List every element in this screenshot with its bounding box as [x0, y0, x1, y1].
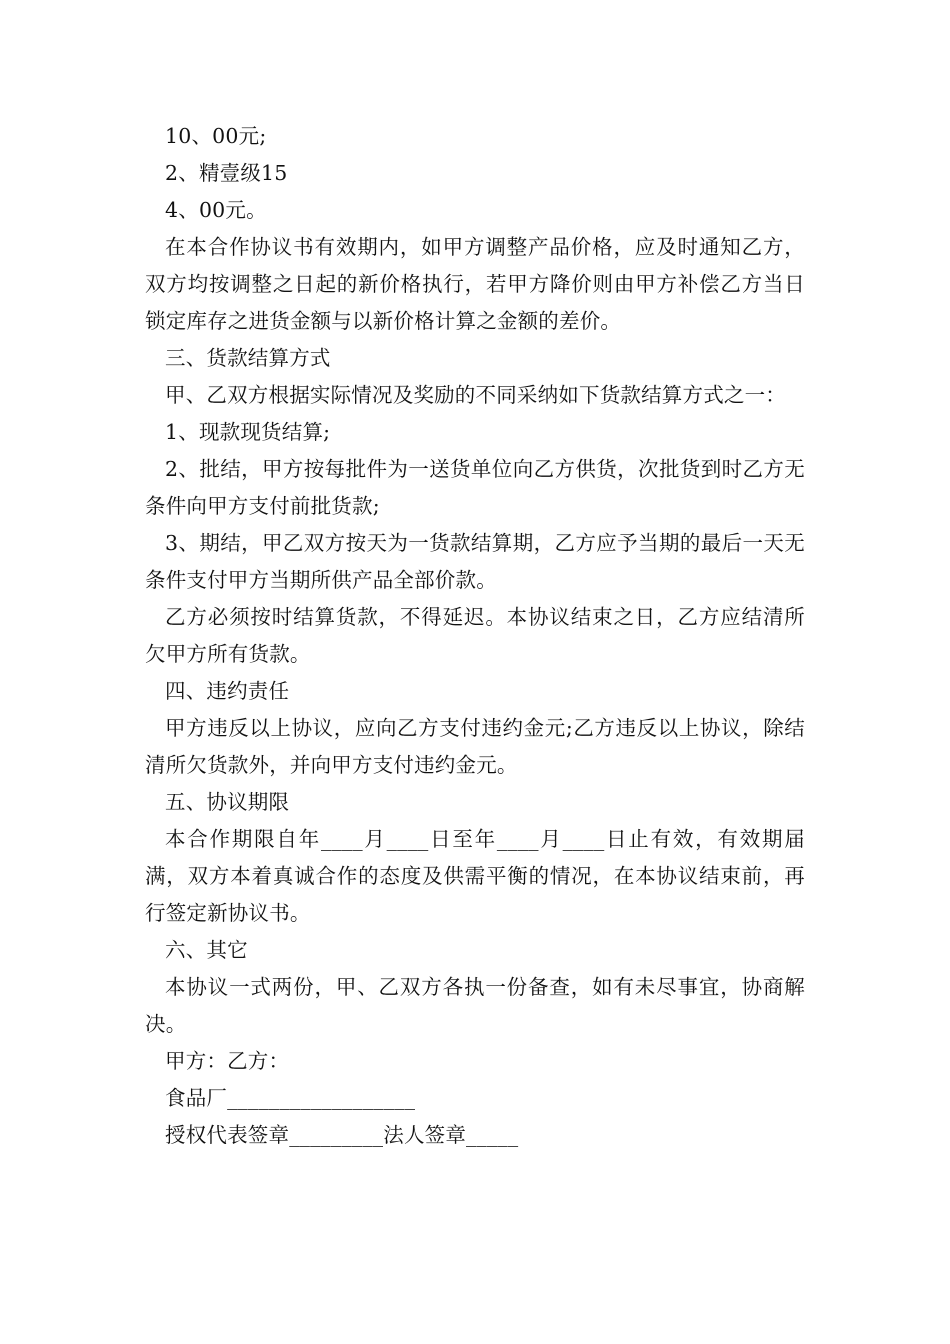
- payment-option-2: 2、批结，甲方按每批件为一送货单位向乙方供货，次批货到时乙方无条件向甲方支付前批货款;: [145, 457, 805, 518]
- section-heading-payment: 三、货款结算方式: [165, 346, 331, 370]
- price-item-2-continued: 4、00元。: [165, 198, 267, 222]
- payment-intro: 甲、乙双方根据实际情况及奖励的不同采纳如下货款结算方式之一：: [165, 383, 786, 407]
- liability-clause: 甲方违反以上协议，应向乙方支付违约金元;乙方违反以上协议，除结清所欠货款外，并向甲方支付违约金元。: [145, 716, 805, 777]
- other-clause: 本协议一式两份，甲、乙双方各执一份备查，如有未尽事宜，协商解决。: [145, 975, 805, 1036]
- document-body: [145, 118, 805, 1154]
- price-item-2: 2、精壹级15: [165, 161, 288, 185]
- payment-deadline-clause: 乙方必须按时结算货款，不得延迟。本协议结束之日，乙方应结清所欠甲方所有货款。: [145, 605, 805, 666]
- signature-factory-line: 食品厂__________________: [165, 1086, 416, 1110]
- payment-option-3: 3、期结，甲乙双方按天为一货款结算期，乙方应予当期的最后一天无条件支付甲方当期所供产品全部价款。: [145, 531, 805, 592]
- section-heading-liability: 四、违约责任: [165, 679, 290, 703]
- signature-parties: 甲方：乙方：: [165, 1049, 290, 1073]
- price-adjustment-clause: 在本合作协议书有效期内，如甲方调整产品价格，应及时通知乙方，双方均按调整之日起的新价格执行，若甲方降价则由甲方补偿乙方当日锁定库存之进货金额与以新价格计算之金额的差价。: [145, 235, 805, 333]
- term-clause: 本合作期限自年____月____日至年____月____日止有效，有效期届满，双方本着真诚合作的态度及供需平衡的情况，在本协议结束前，再行签定新协议书。: [145, 827, 805, 925]
- payment-option-1: 1、现款现货结算;: [165, 420, 331, 444]
- price-item-1-continued: 10、00元;: [165, 124, 267, 148]
- section-heading-term: 五、协议期限: [165, 790, 290, 814]
- section-heading-other: 六、其它: [165, 938, 248, 962]
- signature-representative-line: 授权代表签章_________法人签章_____: [165, 1123, 519, 1147]
